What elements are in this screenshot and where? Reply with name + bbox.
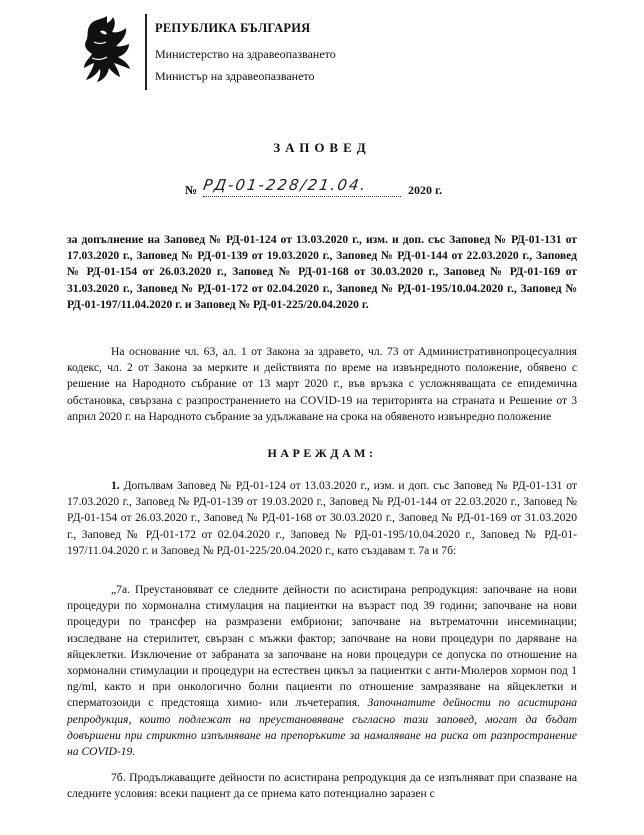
- ministry-name: Министерство на здравеопазването: [155, 47, 336, 61]
- country-name: РЕПУБЛИКА БЪЛГАРИЯ: [155, 21, 311, 35]
- point-1-paragraph: [67, 478, 577, 559]
- legal-basis-paragraph: На основание чл. 63, ал. 1 от Закона за здравето, чл. 73 от Административнопроцесуалния кодекс, чл. 2 от Закона за мерките и действията по време на извънредното положение, обявено с решение на Народното събрание от 13 март 2020 г., във връзка с усложняващата се епидемична обстановка, свързана с разпространението на COVID-19 на територията на страната и Решение от 3 април 2020 г. на Народното събрание за удължаване на срока на обявеното извънредно положение: [67, 345, 577, 423]
- lion-coat-of-arms-icon: [80, 14, 134, 84]
- decree-heading: НАРЕЖДАМ:: [267, 446, 377, 460]
- header-divider: [145, 14, 147, 90]
- order-title: ЗАПОВЕД: [273, 140, 371, 155]
- point-1-text: Допълвам Заповед № РД-01-124 от 13.03.2020 г., изм. и доп. със Заповед № РД-01-131 от 17.03.2020 г., Заповед № РД-01-139 от 19.03.2020 г., Заповед № РД-01-144 от 22.03.2020 г., Заповед № РД-01-154 от 26.03.2020 г., Заповед № РД-01-168 от 30.03.2020 г., Заповед № РД-01-169 от 31.03.2020 г., Заповед № РД-01-172 от 02.04.2020 г., Заповед № РД-01-195/10.04.2020 г., Заповед № РД-01-197/11.04.2020 г. и Заповед № РД-01-225/20.04.2020 г., като създавам т. 7а и 7б:: [67, 479, 577, 557]
- point-7a-paragraph: [67, 582, 577, 760]
- order-year: 2020 г.: [408, 183, 443, 197]
- point-1-number: 1.: [111, 479, 120, 492]
- point-7a-text: „7а. Преустановяват се следните дейности по асистирана репродукция: започване на нови процедури по хормонална стимулация на пациентки на възраст под 39 години; започване на нови процедури по трансфер на размразени ембриони; започване на вътрематочни инсеминации; изследване на стерилитет, свързан с мъжки фактор; започване на нови процедури по даряване на яйцеклетки. Изключение от забраната за започване на нови процедури се допуска по отношение на хормонални стимулации и процедури на естествен цикъл за пациентки с анти-Мюлеров хормон под 1 ng/ml, както и при онкологично болни пациенти по отношение замразяване на яйцеклетки и сперматозоиди с предстояща химио- или лъчетерапия.: [67, 583, 577, 710]
- order-subject: за допълнение на Заповед № РД-01-124 от 13.03.2020 г., изм. и доп. със Заповед № РД-01-131 от 17.03.2020 г., Заповед № РД-01-139 от 19.03.2020 г., Заповед № РД-01-144 от 22.03.2020 г., Заповед № РД-01-154 от 26.03.2020 г., Заповед № РД-01-168 от 30.03.2020 г., Заповед № РД-01-169 от 31.03.2020 г., Заповед № РД-01-172 от 02.04.2020 г., Заповед № РД-01-195/10.04.2020 г., Заповед № РД-01-197/11.04.2020 г. и Заповед № РД-01-225/20.04.2020 г.: [67, 233, 577, 311]
- point-7b-paragraph: 7б. Продължаващите дейности по асистирана репродукция да се изпълняват при спазване на следните условия: всеки пациент да се приема като потенциално заразен с: [67, 771, 577, 801]
- minister-title: Министър на здравеопазването: [155, 69, 315, 83]
- order-number-line: [185, 178, 545, 200]
- number-sign: №: [185, 183, 198, 197]
- number-underline: [203, 196, 401, 197]
- handwritten-order-number: РД-01-228/21.04.: [202, 176, 369, 194]
- point-7a-italic-text: Започнатите дейности по асистирана репродукция, които подлежат на преустановяване съгласно тази заповед, могат да бъдат довършени при стриктно изпълняване на препоръките за намаляване на риска от разпространение на COVID-19.: [67, 696, 577, 759]
